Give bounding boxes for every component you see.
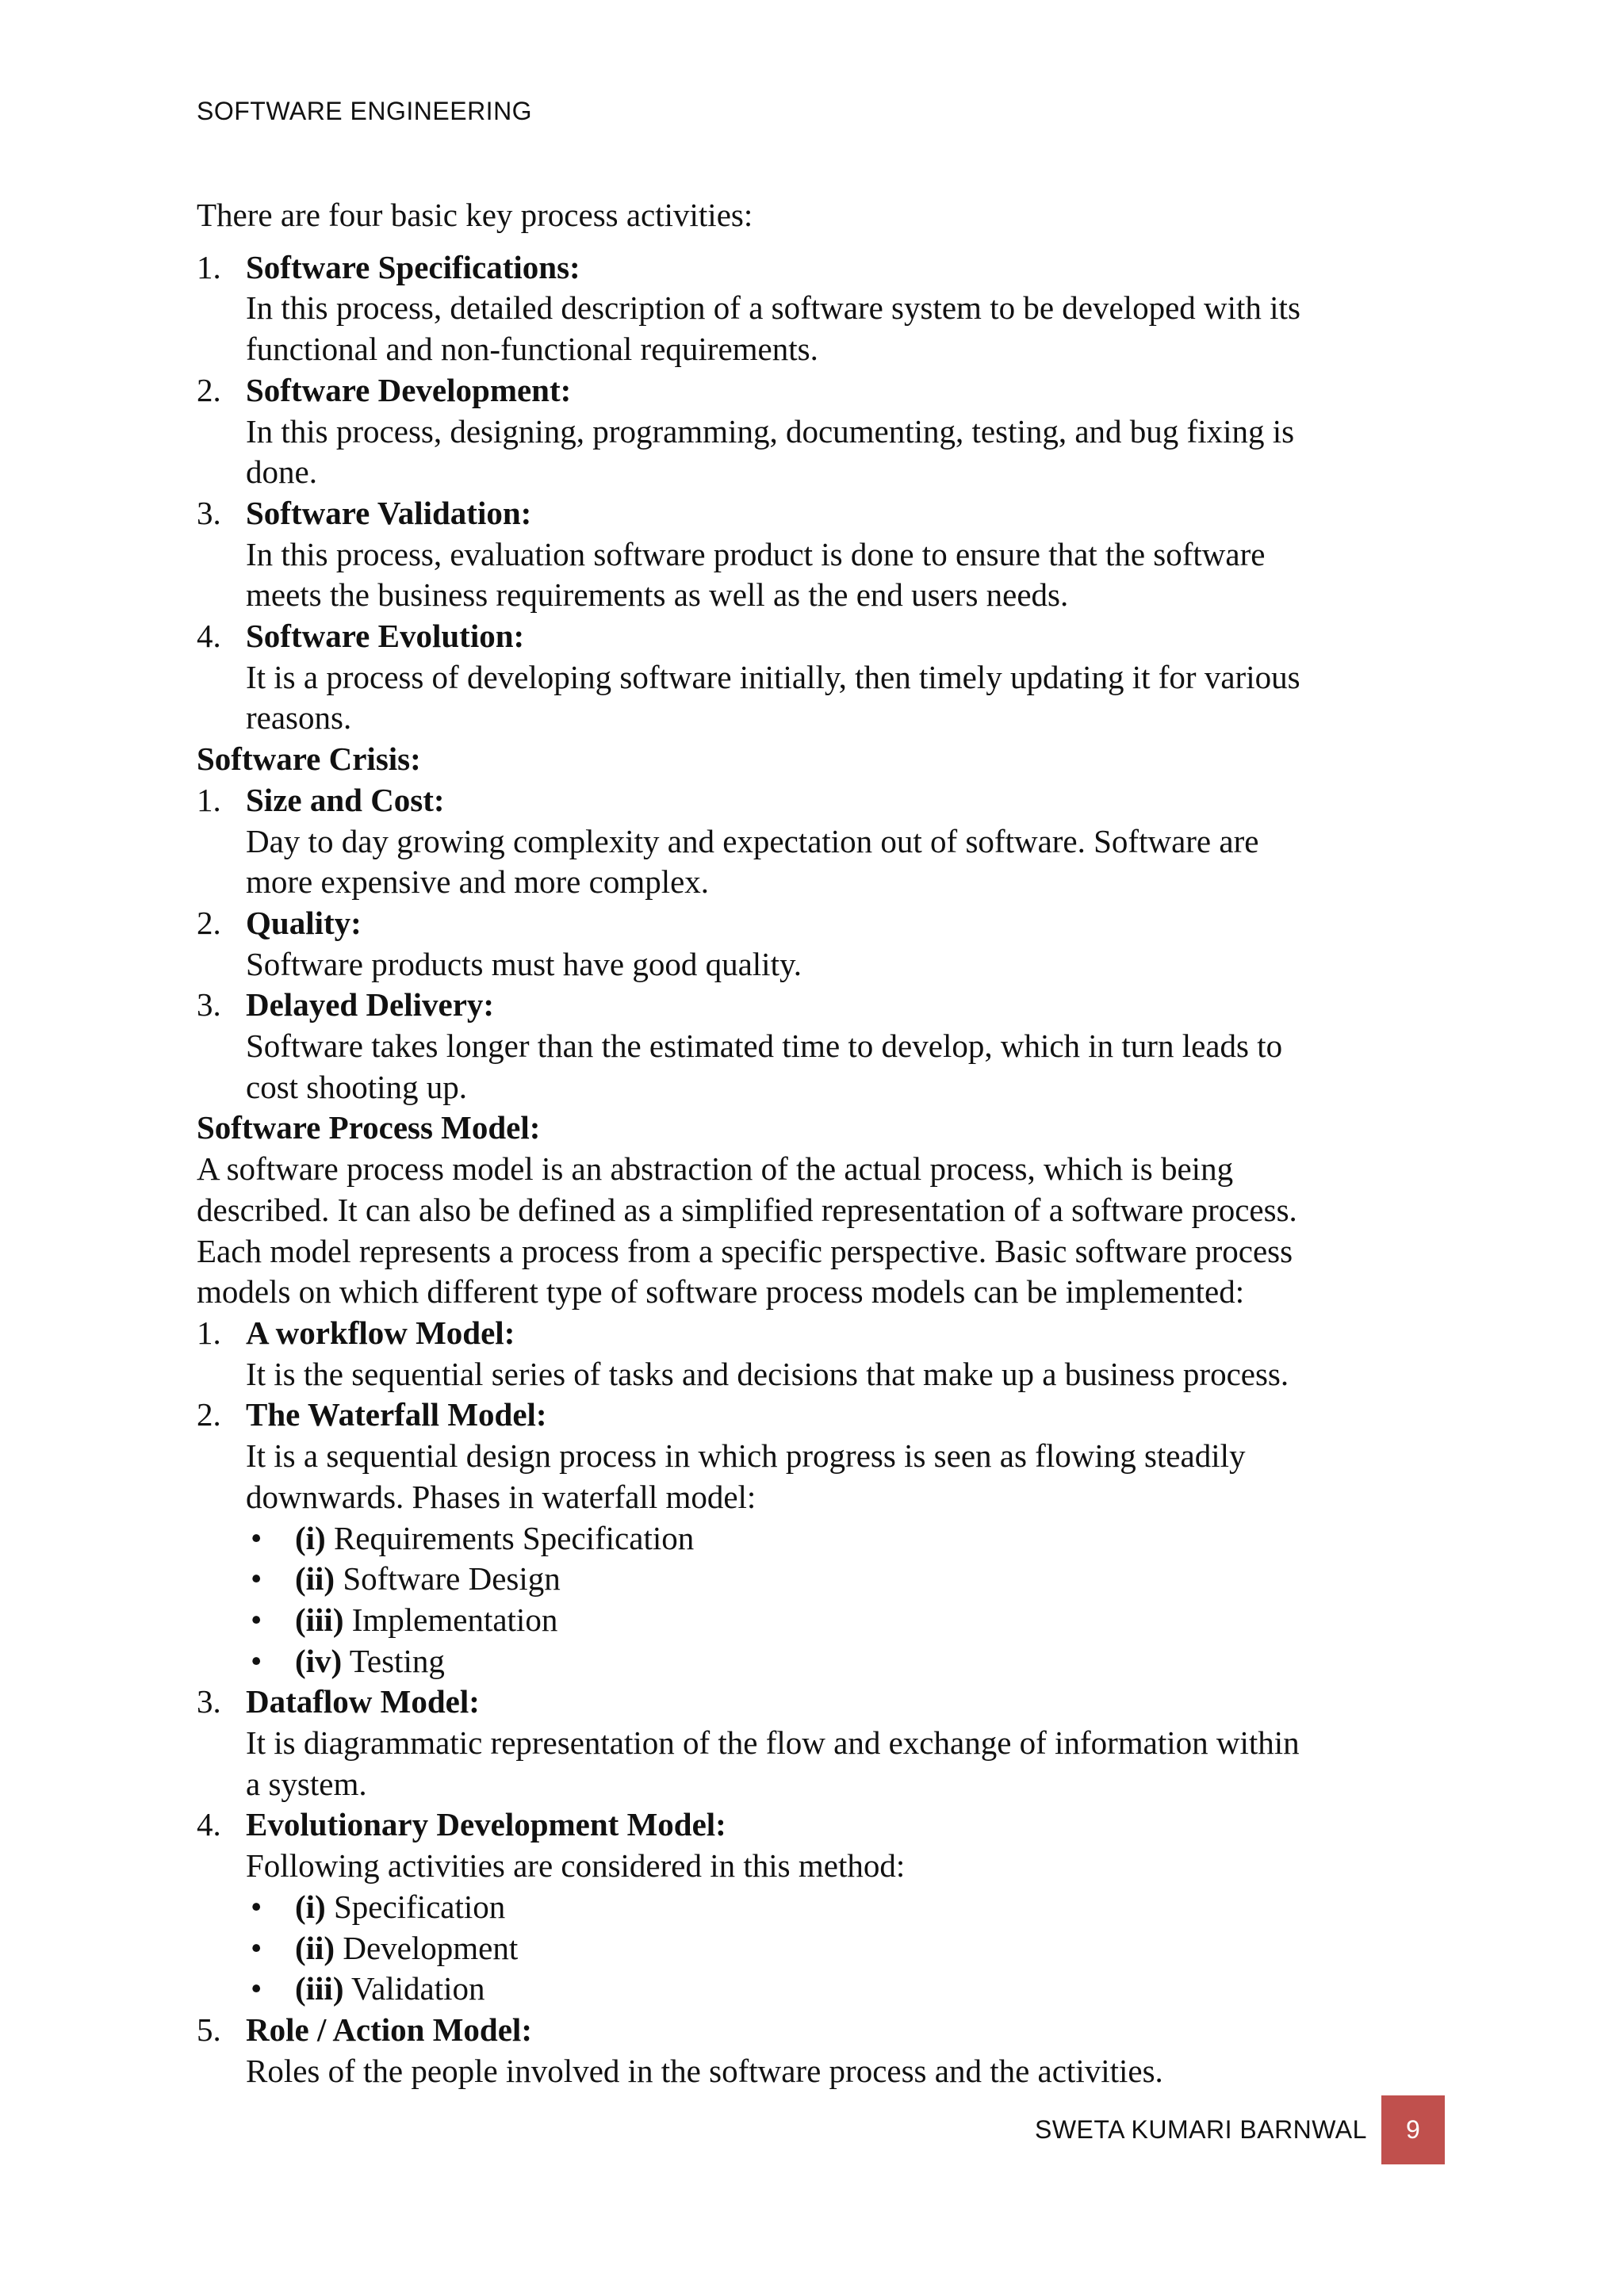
model-item [197, 1313, 1450, 1395]
model-item [197, 1804, 1450, 2010]
item-number: 4. [197, 1806, 221, 1843]
intro-text: There are four basic key process activities: [197, 197, 753, 233]
activity-item [197, 616, 1450, 739]
item-text: cost shooting up. [246, 1068, 468, 1105]
section-heading-process-model: Software Process Model: [197, 1109, 541, 1146]
item-title: Software Development: [246, 371, 572, 408]
item-text: reasons. [246, 699, 352, 737]
model-item [197, 1682, 1450, 1804]
bullet-item: • (i) Requirements Specification [246, 1518, 1450, 1559]
item-number: 3. [197, 494, 221, 531]
item-title: The Waterfall Model: [246, 1396, 547, 1433]
bullet-item: • (iii) Validation [246, 1969, 1450, 2010]
bullet-list [246, 1518, 1450, 1682]
item-title: A workflow Model: [246, 1314, 515, 1351]
item-number: 4. [197, 618, 221, 655]
item-text: meets the business requirements as well as the end users needs. [246, 576, 1069, 614]
item-text: Day to day growing complexity and expectation out of software. Software are [246, 822, 1259, 859]
bullet-dot-icon: • [251, 1642, 262, 1679]
crisis-item [197, 985, 1450, 1108]
item-number: 3. [197, 986, 221, 1024]
item-text: Software takes longer than the estimated time to develop, which in turn leads to [246, 1027, 1283, 1065]
bullet-dot-icon: • [251, 1929, 262, 1966]
item-number: 1. [197, 1314, 221, 1351]
item-text: done. [246, 453, 317, 491]
item-text: It is diagrammatic representation of the flow and exchange of information within [246, 1724, 1300, 1762]
page-number-badge: 9 [1381, 2095, 1445, 2164]
item-text: In this process, evaluation software product is done to ensure that the software [246, 535, 1266, 572]
item-text: It is a sequential design process in which progress is seen as flowing steadily [246, 1437, 1246, 1475]
item-number: 2. [197, 904, 221, 941]
paragraph-line: models on which different type of software process models can be implemented: [197, 1273, 1245, 1311]
item-text: In this process, designing, programming, documenting, testing, and bug fixing is [246, 412, 1295, 450]
item-text: It is a process of developing software initially, then timely updating it for various [246, 658, 1300, 695]
bullet-item: • (iii) Implementation [246, 1600, 1450, 1641]
item-title: Software Evolution: [246, 618, 525, 655]
item-title: Evolutionary Development Model: [246, 1806, 726, 1843]
item-number: 1. [197, 248, 221, 285]
bullet-dot-icon: • [251, 1970, 262, 2007]
page-footer [1035, 2095, 1445, 2164]
item-title: Delayed Delivery: [246, 986, 495, 1024]
model-item [197, 1395, 1450, 1682]
item-title: Role / Action Model: [246, 2011, 532, 2048]
item-text: Roles of the people involved in the software process and the activities. [246, 2052, 1163, 2089]
bullet-list [246, 1887, 1450, 2010]
item-title: Dataflow Model: [246, 1683, 480, 1720]
item-text: Software products must have good quality. [246, 945, 802, 982]
model-item [197, 2010, 1450, 2091]
paragraph-line: Each model represents a process from a specific perspective. Basic software process [197, 1232, 1293, 1269]
item-title: Quality: [246, 904, 362, 941]
bullet-item: • (i) Specification [246, 1887, 1450, 1928]
bullet-dot-icon: • [251, 1560, 262, 1598]
item-number: 5. [197, 2011, 221, 2048]
item-number: 3. [197, 1683, 221, 1720]
bullet-dot-icon: • [251, 1601, 262, 1638]
item-title: Size and Cost: [246, 781, 445, 818]
item-number: 2. [197, 371, 221, 408]
activity-item [197, 493, 1450, 616]
crisis-item [197, 903, 1450, 985]
item-text: In this process, detailed description of a software system to be developed with its [246, 289, 1300, 327]
item-text: functional and non-functional requirements. [246, 331, 818, 368]
item-title: Software Validation: [246, 494, 532, 531]
item-text: a system. [246, 1765, 367, 1802]
paragraph-line: A software process model is an abstraction of the actual process, which is being [197, 1150, 1234, 1188]
author-name: SWETA KUMARI BARNWAL [1035, 2115, 1367, 2144]
activity-item [197, 370, 1450, 493]
item-text: downwards. Phases in waterfall model: [246, 1478, 756, 1515]
item-number: 1. [197, 781, 221, 818]
bullet-dot-icon: • [251, 1519, 262, 1556]
activity-item [197, 247, 1450, 370]
item-text: It is the sequential series of tasks and decisions that make up a business process. [246, 1355, 1289, 1392]
section-heading-crisis: Software Crisis: [197, 740, 421, 778]
paragraph-line: described. It can also be defined as a simplified representation of a software process. [197, 1191, 1297, 1228]
bullet-item: • (ii) Software Design [246, 1559, 1450, 1600]
bullet-dot-icon: • [251, 1888, 262, 1925]
bullet-item: • (ii) Development [246, 1928, 1450, 1969]
page-header: SOFTWARE ENGINEERING [197, 97, 533, 125]
document-body [197, 195, 1450, 2091]
item-title: Software Specifications: [246, 248, 580, 285]
bullet-item: • (iv) Testing [246, 1641, 1450, 1682]
item-text: more expensive and more complex. [246, 863, 710, 901]
item-text: Following activities are considered in this method: [246, 1847, 906, 1885]
item-number: 2. [197, 1396, 221, 1433]
crisis-item [197, 780, 1450, 903]
